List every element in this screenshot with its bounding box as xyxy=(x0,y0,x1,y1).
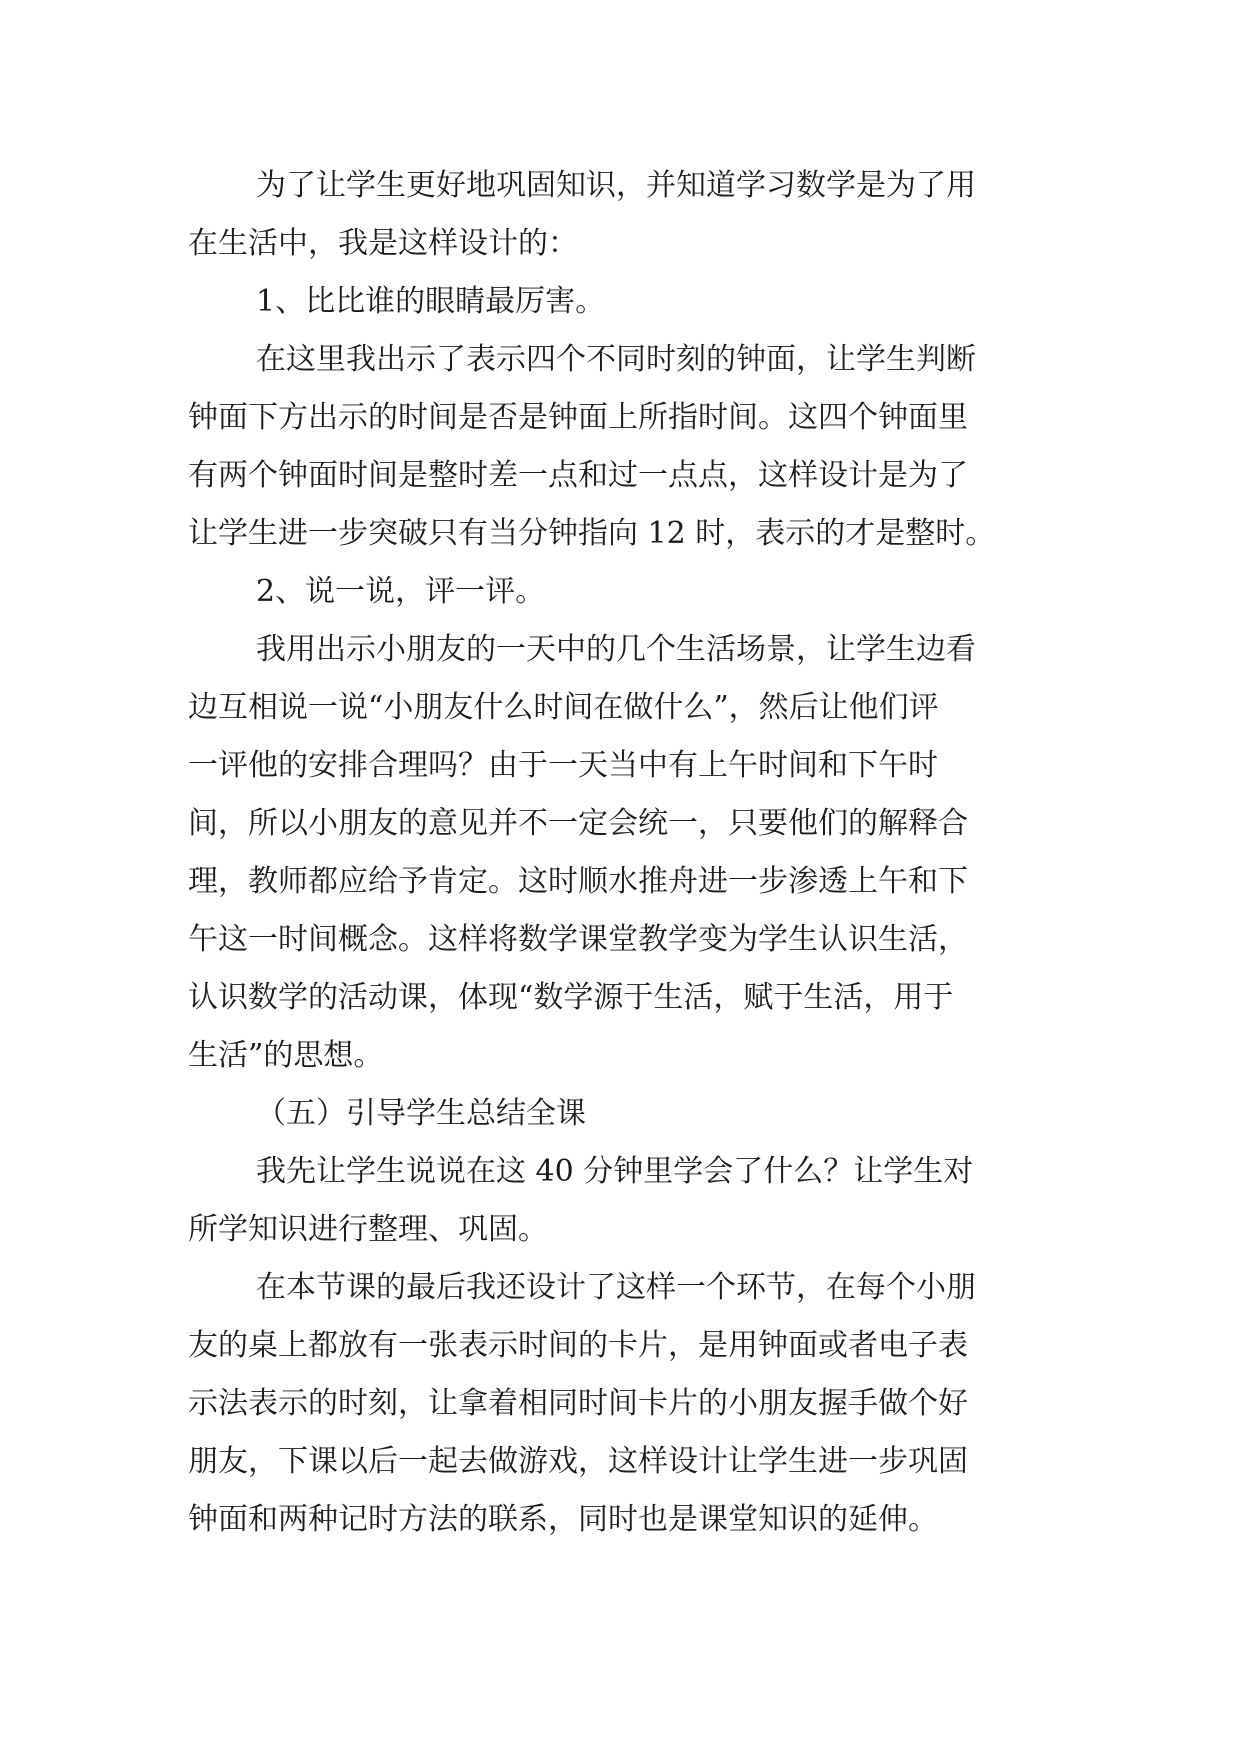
paragraph-line: 我用出示小朋友的一天中的几个生活场景，让学生边看 xyxy=(256,632,976,667)
paragraph-line: 有两个钟面时间是整时差一点和过一点点，这样设计是为了 xyxy=(188,458,968,493)
paragraph-line: 钟面和两种记时方法的联系，同时也是课堂知识的延伸。 xyxy=(188,1502,938,1537)
paragraph-line: 边互相说一说“小朋友什么时间在做什么”，然后让他们评 xyxy=(188,690,939,725)
paragraph-line: 午这一时间概念。这样将数学课堂教学变为学生认识生活， xyxy=(188,922,968,957)
section-heading: （五）引导学生总结全课 xyxy=(256,1096,586,1131)
paragraph-line: 认识数学的活动课，体现“数学源于生活，赋于生活，用于 xyxy=(188,980,954,1015)
paragraph-line: 所学知识进行整理、巩固。 xyxy=(188,1212,548,1247)
paragraph-line: 在生活中，我是这样设计的： xyxy=(188,226,578,261)
paragraph-line: 间，所以小朋友的意见并不一定会统一，只要他们的解释合 xyxy=(188,806,968,841)
list-item-heading: 2、说一说，评一评。 xyxy=(256,574,546,609)
paragraph-line: 朋友，下课以后一起去做游戏，这样设计让学生进一步巩固 xyxy=(188,1444,968,1479)
list-item-heading: 1、比比谁的眼睛最厉害。 xyxy=(256,284,606,319)
paragraph-line: 一评他的安排合理吗？由于一天当中有上午时间和下午时 xyxy=(188,748,938,783)
paragraph-line: 示法表示的时刻，让拿着相同时间卡片的小朋友握手做个好 xyxy=(188,1386,968,1421)
paragraph-line: 生活”的思想。 xyxy=(188,1038,384,1073)
paragraph-line: 我先让学生说说在这 40 分钟里学会了什么？让学生对 xyxy=(256,1154,974,1189)
paragraph-line: 在本节课的最后我还设计了这样一个环节，在每个小朋 xyxy=(256,1270,976,1305)
paragraph-line: 友的桌上都放有一张表示时间的卡片，是用钟面或者电子表 xyxy=(188,1328,968,1363)
paragraph-line: 让学生进一步突破只有当分钟指向 12 时，表示的才是整时。 xyxy=(188,516,996,551)
paragraph-line: 在这里我出示了表示四个不同时刻的钟面，让学生判断 xyxy=(256,342,976,377)
paragraph-line: 理，教师都应给予肯定。这时顺水推舟进一步渗透上午和下 xyxy=(188,864,968,899)
paragraph-line: 钟面下方出示的时间是否是钟面上所指时间。这四个钟面里 xyxy=(188,400,968,435)
paragraph-line: 为了让学生更好地巩固知识，并知道学习数学是为了用 xyxy=(256,168,976,203)
